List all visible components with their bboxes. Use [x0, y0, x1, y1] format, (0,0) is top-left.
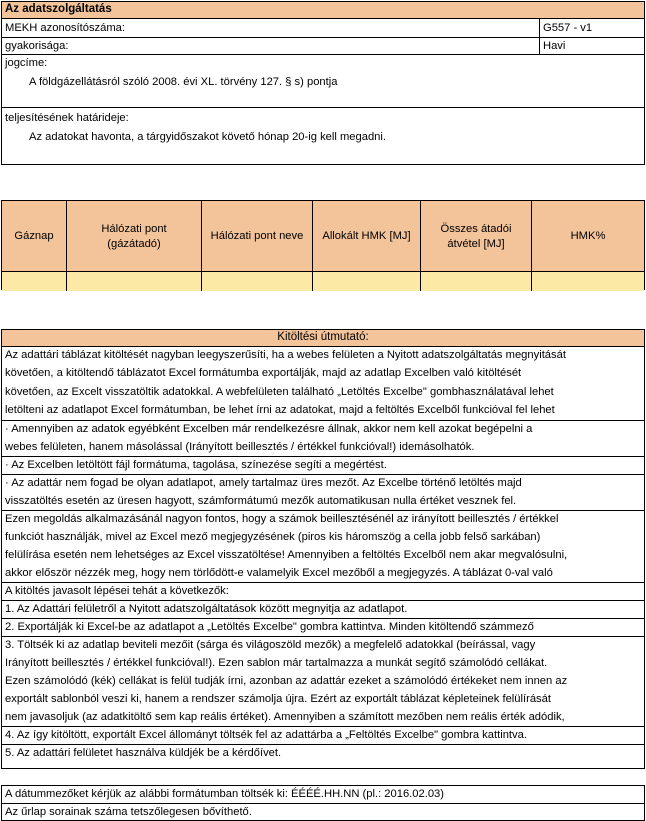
instruction-line: funkciót használják, mivel az Excel mező megjegyzésének (piros kis háromszög a cella jobb felső sarkában) — [5, 531, 541, 543]
deadline-label: teljesítésének határideje: — [5, 112, 129, 124]
divider — [2, 420, 644, 421]
divider — [2, 618, 644, 619]
divider — [2, 636, 644, 637]
step-item: 5. Az adattári felületet használva küldjék be a kérdőívet. — [5, 747, 282, 759]
header-network-point: Hálózati pont (gázátadó) — [67, 201, 202, 272]
input-cell-network-point[interactable] — [67, 272, 202, 291]
rows-expandable-note: Az űrlap sorainak száma tetszőlegesen bővíthető. — [5, 806, 252, 818]
instructions-title: Kitöltési útmutató: — [277, 331, 369, 343]
instruction-bullet: · Az Excelben letöltött fájl formátuma, tagolása, színezése segíti a megértést. — [5, 459, 387, 471]
step-item-continued: Ezen számolódó (kék) cellákat is felül tudják írni, azonban az adattár ezeket a számolódó értékeket nem innen az — [5, 675, 568, 687]
header-total-takeover: Összes átadói átvétel [MJ] — [421, 201, 532, 272]
frequency-value: Havi — [543, 40, 566, 52]
step-item: 2. Exportálják ki Excel-be az adatlapot a „Letöltés Excelbe" gombra kattintva. Minden kitöltendő számmező — [5, 621, 534, 633]
instructions-section — [1, 329, 645, 769]
instruction-line: felülírása esetén nem lehetséges az Excel visszatöltése! Amennyiben a feltöltés Excelből nem akar megvalósulni, — [5, 549, 568, 561]
mekh-id-label: MEKH azonosítószáma: — [5, 22, 126, 34]
header-gasday: Gáznap — [2, 201, 67, 272]
data-service-section — [1, 1, 645, 165]
input-cell-total-takeover[interactable] — [421, 272, 532, 291]
section-title-bar — [2, 2, 644, 19]
input-cell-network-point-name[interactable] — [202, 272, 313, 291]
instruction-line: visszatöltés esetén az üresen hagyott, számformátumú mezők automatikusan nulla értéket vesznek fel. — [5, 495, 517, 507]
divider — [2, 582, 644, 583]
date-format-note: A dátummezőket kérjük az alábbi formátumban töltsék ki: ÉÉÉÉ.HH.NN (pl.: 2016.02.03) — [5, 788, 444, 800]
divider — [2, 107, 644, 108]
instructions-title-bar — [2, 330, 644, 347]
deadline-text: Az adatokat havonta, a tárgyidőszakot követő hónap 20-ig kell megadni. — [29, 131, 386, 143]
instruction-bullet: · Az adattár nem fogad be olyan adatlapot, amely tartalmaz üres mezőt. Az Excelbe történő letöltés majd — [5, 477, 522, 489]
instruction-line: követően, az Excelt visszatöltik adatokkal. A webfelületen található „Letöltés Excelbe" gombhasználatával lehet — [5, 386, 554, 398]
input-cell-gasday[interactable] — [2, 272, 67, 291]
step-item-continued: exportált sablonból veszi ki, hanem a rendszer számolja újra. Ezért az exportált táblázat képleteinek felülírását — [5, 693, 551, 705]
mekh-id-value: G557 - v1 — [543, 22, 593, 34]
divider — [2, 37, 644, 38]
divider — [2, 744, 644, 745]
header-allocated-hmk: Allokált HMK [MJ] — [313, 201, 421, 272]
divider — [2, 600, 644, 601]
data-table — [1, 200, 645, 290]
section-title: Az adatszolgáltatás — [5, 3, 112, 15]
instruction-line: webes felületen, hanem másolással (Irányított beillesztés / értékkel funkcióval!) idemásolhatók. — [5, 441, 475, 453]
table-header-row — [2, 201, 644, 272]
divider — [2, 510, 644, 511]
step-item: 4. Az így kitöltött, exportált Excel állományt töltsék fel az adattárba a „Feltöltés Excelbe" gombra kattintva. — [5, 729, 527, 741]
steps-heading: A kitöltés javasolt lépései tehát a következők: — [5, 585, 229, 597]
step-item-continued: Irányított beillesztés / értékkel funkcióval!). Ezen sablon már tartalmazza a munkát segítő számolódó cellákat. — [5, 657, 548, 669]
step-item: 1. Az Adattári felületről a Nyitott adatszolgáltatások között megnyitja az adatlapot. — [5, 603, 408, 615]
instruction-line: követően, a kitöltendő táblázatot Excel formátumba exportálják, majd az adatlap Excelben való kitöltését — [5, 367, 522, 379]
input-cell-allocated-hmk[interactable] — [313, 272, 421, 291]
divider — [2, 474, 644, 475]
step-item: 3. Töltsék ki az adatlap beviteli mezőit (sárga és világoszöld mezők) a megfelelő adatokkal (beírással, vagy — [5, 639, 536, 651]
header-network-point-name: Hálózati pont neve — [202, 201, 313, 272]
table-input-row — [2, 272, 644, 291]
legal-basis-label: jogcíme: — [5, 57, 48, 69]
instruction-line: letölteni az adatlapot Excel formátumban, be lehet írni az adatokat, majd a feltöltés Excelből funkcióval fel lehet — [5, 404, 555, 416]
instruction-line: Az adattári táblázat kitöltését nagyban leegyszerűsíti, ha a webes felületen a Nyitott adatszolgáltatás megnyitását — [5, 349, 566, 361]
notes-section — [1, 785, 645, 821]
divider — [2, 803, 644, 804]
legal-basis-text: A földgázellátásról szóló 2008. évi XL. törvény 127. § s) pontja — [29, 76, 338, 88]
instruction-line: akkor először nézzék meg, hogy nem törlődött-e valamelyik Excel mezőből a megjegyzés. A táblázat 0-val való — [5, 567, 553, 579]
instruction-line: Ezen megoldás alkalmazásánál nagyon fontos, hogy a számok beillesztésénél az irányított beillesztés / értékkel — [5, 513, 559, 525]
divider — [2, 54, 644, 55]
input-cell-hmk-percent[interactable] — [532, 272, 644, 291]
header-hmk-percent: HMK% — [570, 230, 606, 242]
instruction-bullet: · Amennyiben az adatok egyébként Excelben már rendelkezésre állnak, akkor nem kell azokat begépelni a — [5, 423, 533, 435]
step-item-continued: nem javasoljuk (az adatkitöltő sem kap reális értéket). Amennyiben a számított mezőben nem reális érték adódik, — [5, 711, 565, 723]
divider — [2, 726, 644, 727]
divider — [539, 19, 540, 55]
divider — [2, 456, 644, 457]
frequency-label: gyakorisága: — [5, 40, 69, 52]
